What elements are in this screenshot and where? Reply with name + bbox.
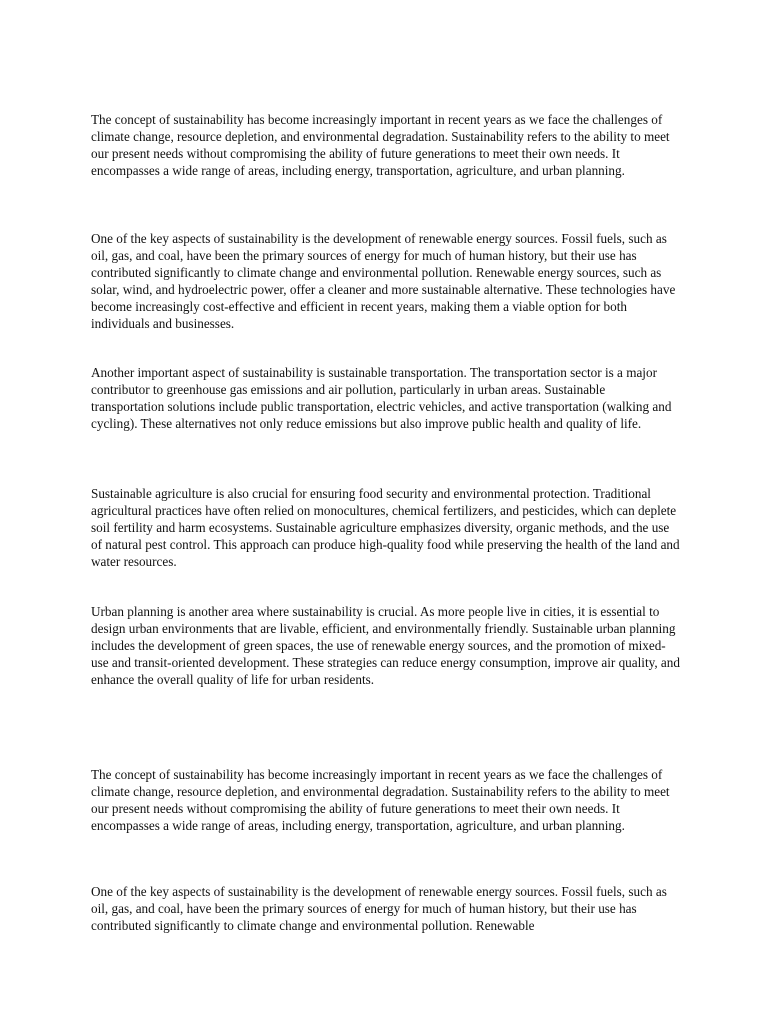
paragraph-sustainability-concept: The concept of sustainability has become increasingly important in recent years as we face the challenges of climate change, resource depletion, and environmental degradation. Sustainability refers to the ability to meet our present needs without compromising the ability of future generations to meet their own needs. It encompasses a wide range of areas, including energy, transportation, agriculture, and urban planning.	[91, 112, 670, 178]
paragraph-renewable-energy-partial: One of the key aspects of sustainability is the development of renewable energy sources. Fossil fuels, such as oil, gas, and coal, have been the primary sources of energy for much of human history, but their use has contributed significantly to climate change and environmental pollution. Renewable	[91, 884, 667, 933]
paragraph-sustainability-concept-repeat: The concept of sustainability has become increasingly important in recent years as we face the challenges of climate change, resource depletion, and environmental degradation. Sustainability refers to the ability to meet our present needs without compromising the ability of future generations to meet their own needs. It encompasses a wide range of areas, including energy, transportation, agriculture, and urban planning.	[91, 767, 670, 833]
paragraph-sustainable-agriculture: Sustainable agriculture is also crucial for ensuring food security and environmental protection. Traditional agricultural practices have often relied on monocultures, chemical fertilizers, and pesticides, which can deplete soil fertility and harm ecosystems. Sustainable agriculture emphasizes diversity, organic methods, and the use of natural pest control. This approach can produce high-quality food while preserving the health of the land and water resources.	[91, 486, 680, 569]
paragraph-renewable-energy: One of the key aspects of sustainability is the development of renewable energy sources. Fossil fuels, such as oil, gas, and coal, have been the primary sources of energy for much of human history, but their use has contributed significantly to climate change and environmental pollution. Renewable energy sources, such as solar, wind, and hydroelectric power, offer a cleaner and more sustainable alternative. These technologies have become increasingly cost-effective and efficient in recent years, making them a viable option for both individuals and businesses.	[91, 231, 676, 331]
paragraph-sustainable-transportation: Another important aspect of sustainability is sustainable transportation. The transportation sector is a major contributor to greenhouse gas emissions and air pollution, particularly in urban areas. Sustainable transportation solutions include public transportation, electric vehicles, and active transportation (walking and cycling). These alternatives not only reduce emissions but also improve public health and quality of life.	[91, 365, 672, 431]
paragraph-urban-planning: Urban planning is another area where sustainability is crucial. As more people live in cities, it is essential to design urban environments that are livable, efficient, and environmentally friendly. Sustainable urban planning includes the development of green spaces, the use of renewable energy sources, and the promotion of mixed-use and transit-oriented development. These strategies can reduce energy consumption, improve air quality, and enhance the overall quality of life for urban residents.	[91, 604, 680, 687]
